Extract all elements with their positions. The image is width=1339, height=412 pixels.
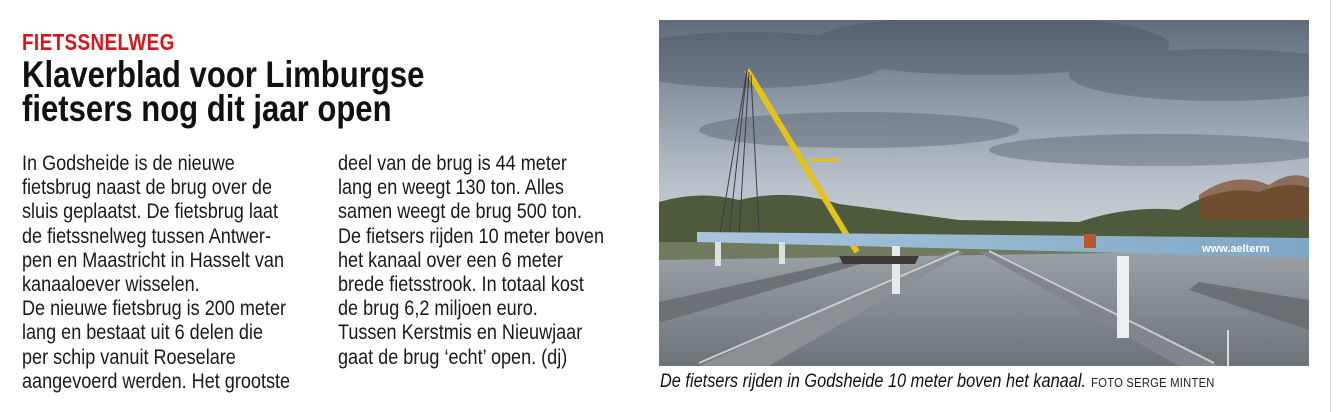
bridge-pier — [892, 246, 900, 294]
body-line: de brug 6,2 miljoen euro. — [338, 297, 538, 321]
caption-text: De fietsers rijden in Godsheide 10 meter boven het kanaal. — [660, 371, 1087, 392]
body-line: het kanaal over een 6 meter — [338, 248, 563, 272]
bridge-marker — [1084, 234, 1096, 248]
body-column-1 — [22, 152, 290, 394]
body-line: lang en bestaat uit 6 delen die — [22, 321, 263, 345]
article-kicker: FIETSSNELWEG — [22, 29, 175, 55]
body-line: samen weegt de brug 500 ton. — [338, 200, 582, 224]
page-edge-divider — [1330, 0, 1331, 412]
body-line: gaat de brug ‘echt’ open. (dj) — [338, 345, 568, 369]
article-photo — [659, 20, 1309, 366]
article-headline — [22, 54, 459, 129]
body-line: sluis geplaatst. De fietsbrug laat — [22, 200, 278, 224]
bridge-pier — [779, 242, 785, 264]
body-line: fietsbrug naast de brug over de — [22, 176, 273, 200]
photo-credit: FOTO SERGE MINTEN — [1091, 375, 1215, 390]
bridge-pier — [715, 242, 721, 266]
body-line: kanaaloever wisselen. — [22, 273, 200, 297]
bridge-banner-text: www.aelterm — [1202, 243, 1270, 255]
body-line: In Godsheide is de nieuwe — [22, 152, 235, 175]
body-line: Tussen Kerstmis en Nieuwjaar — [338, 321, 583, 345]
body-line: deel van de brug is 44 meter — [338, 152, 567, 175]
headline-line: fietsers nog dit jaar open — [22, 88, 392, 129]
bridge-pier — [1117, 256, 1129, 338]
body-line: pen en Maastricht in Hasselt van — [22, 248, 285, 272]
body-line: brede fietsstrook. In totaal kost — [338, 273, 584, 297]
photo-caption — [660, 371, 1215, 393]
body-line: per schip vanuit Roeselare — [22, 345, 236, 369]
body-line: De fietsers rijden 10 meter boven — [338, 224, 605, 248]
body-line: aangevoerd werden. Het grootste — [22, 369, 291, 393]
headline-line: Klaverblad voor Limburgse — [22, 54, 425, 95]
canal-bridge-photo — [659, 20, 1309, 366]
barge — [839, 256, 919, 264]
body-line: De nieuwe fietsbrug is 200 meter — [22, 297, 287, 321]
body-line: de fietssnelweg tussen Antwer- — [22, 224, 271, 248]
body-column-2 — [338, 152, 604, 370]
body-line: lang en weegt 130 ton. Alles — [338, 176, 564, 200]
